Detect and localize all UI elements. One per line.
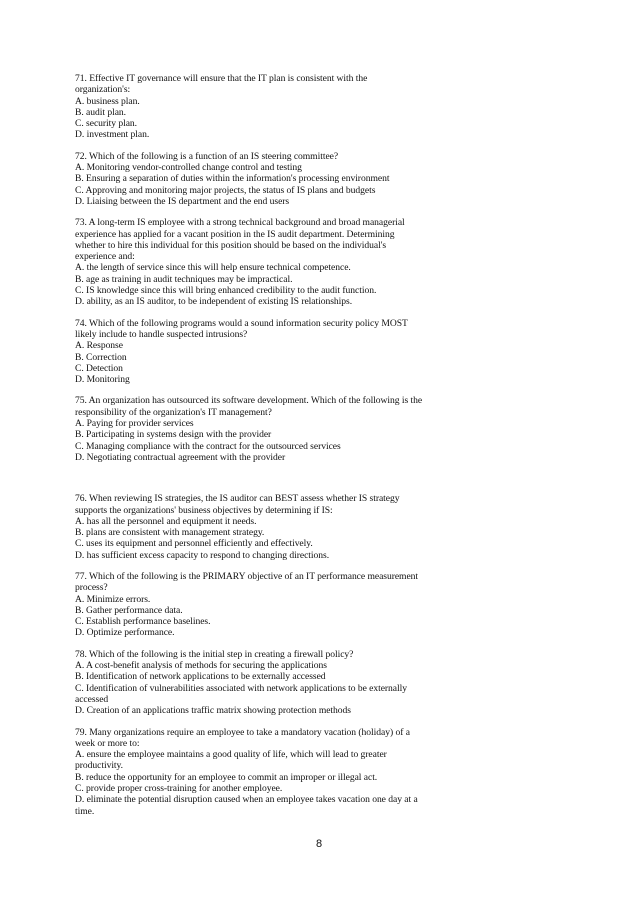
answer-option: D. investment plan. xyxy=(75,129,150,141)
answer-option: time. xyxy=(75,805,95,817)
question-text: experience and: xyxy=(75,251,135,263)
question-block xyxy=(75,727,465,817)
question-block xyxy=(75,493,465,561)
answer-option: A. Response xyxy=(75,340,123,352)
question-text: supports the organizations' business objectives by determining if IS: xyxy=(75,504,333,516)
answer-option: B. Correction xyxy=(75,351,127,363)
question-block xyxy=(75,395,465,463)
question-block xyxy=(75,571,465,639)
answer-option: A. business plan. xyxy=(75,95,140,107)
answer-option: B. Ensuring a separation of duties within the information's processing environment xyxy=(75,173,390,185)
answer-option: D. Negotiating contractual agreement with the provider xyxy=(75,451,286,463)
question-block xyxy=(75,649,465,717)
answer-option: C. IS knowledge since this will bring enhanced credibility to the audit function. xyxy=(75,285,377,297)
question-block xyxy=(75,217,465,307)
page-number: 8 xyxy=(315,838,323,850)
answer-option: A. Minimize errors. xyxy=(75,593,151,605)
question-text: 74. Which of the following programs would a sound information security policy MOST xyxy=(75,317,408,329)
answer-option: A. Monitoring vendor-controlled change control and testing xyxy=(75,162,302,174)
question-block xyxy=(75,73,465,141)
answer-option: B. age as training in audit techniques may be impractical. xyxy=(75,273,293,285)
answer-option: B. reduce the opportunity for an employee to commit an improper or illegal act. xyxy=(75,771,378,783)
answer-option: D. ability, as an IS auditor, to be independent of existing IS relationships. xyxy=(75,296,353,308)
question-text: responsibility of the organization's IT management? xyxy=(75,406,272,418)
question-text: likely include to handle suspected intrusions? xyxy=(75,328,248,340)
question-text: organization's: xyxy=(75,84,131,96)
question-text: 72. Which of the following is a function of an IS steering committee? xyxy=(75,150,339,162)
answer-option: C. security plan. xyxy=(75,118,138,130)
question-text: 79. Many organizations require an employee to take a mandatory vacation (holiday) of a xyxy=(75,726,410,738)
question-list xyxy=(75,73,465,827)
answer-option: C. Identification of vulnerabilities associated with network applications to be externally xyxy=(75,682,407,694)
answer-option: C. Establish performance baselines. xyxy=(75,616,211,628)
answer-option: D. Monitoring xyxy=(75,374,130,386)
answer-option: D. Optimize performance. xyxy=(75,627,175,639)
answer-option: A. has all the personnel and equipment it needs. xyxy=(75,515,257,527)
answer-option: B. audit plan. xyxy=(75,106,126,118)
answer-option: B. Identification of network applications to be externally accessed xyxy=(75,671,326,683)
answer-option: B. Gather performance data. xyxy=(75,604,183,616)
answer-option: C. provide proper cross-training for another employee. xyxy=(75,783,283,795)
question-text: 71. Effective IT governance will ensure that the IT plan is consistent with the xyxy=(75,73,368,84)
question-block xyxy=(75,318,465,386)
answer-option: C. Managing compliance with the contract for the outsourced services xyxy=(75,440,341,452)
question-text: 76. When reviewing IS strategies, the IS auditor can BEST assess whether IS strategy xyxy=(75,493,400,505)
answer-option: C. Approving and monitoring major projects, the status of IS plans and budgets xyxy=(75,184,376,196)
question-text: process? xyxy=(75,582,108,594)
question-text: week or more to: xyxy=(75,737,140,749)
question-text: 75. An organization has outsourced its software development. Which of the following is the xyxy=(75,395,423,407)
question-block xyxy=(75,151,465,207)
question-text: experience has applied for a vacant position in the IS audit department. Determining xyxy=(75,228,395,240)
answer-option: B. Participating in systems design with the provider xyxy=(75,429,272,441)
question-text: 78. Which of the following is the initial step in creating a firewall policy? xyxy=(75,648,354,660)
answer-option: productivity. xyxy=(75,760,124,772)
answer-option: accessed xyxy=(75,693,109,705)
answer-option: A. A cost-benefit analysis of methods for securing the applications xyxy=(75,660,327,672)
answer-option: D. Liaising between the IS department and the end users xyxy=(75,195,290,207)
answer-option: A. the length of service since this will help ensure technical competence. xyxy=(75,262,351,274)
question-text: 73. A long-term IS employee with a strong technical background and broad managerial xyxy=(75,217,405,229)
answer-option: D. eliminate the potential disruption caused when an employee takes vacation one day at a xyxy=(75,794,418,806)
answer-option: D. Creation of an applications traffic matrix showing protection methods xyxy=(75,705,351,717)
answer-option: D. has sufficient excess capacity to respond to changing directions. xyxy=(75,549,330,561)
answer-option: C. Detection xyxy=(75,362,123,374)
answer-option: C. uses its equipment and personnel efficiently and effectively. xyxy=(75,538,313,550)
answer-option: A. ensure the employee maintains a good quality of life, which will lead to greater xyxy=(75,749,387,761)
answer-option: B. plans are consistent with management strategy. xyxy=(75,527,265,539)
answer-option: A. Paying for provider services xyxy=(75,418,194,430)
question-text: whether to hire this individual for this position should be based on the individual's xyxy=(75,239,387,251)
question-text: 77. Which of the following is the PRIMARY objective of an IT performance measurement xyxy=(75,570,419,582)
